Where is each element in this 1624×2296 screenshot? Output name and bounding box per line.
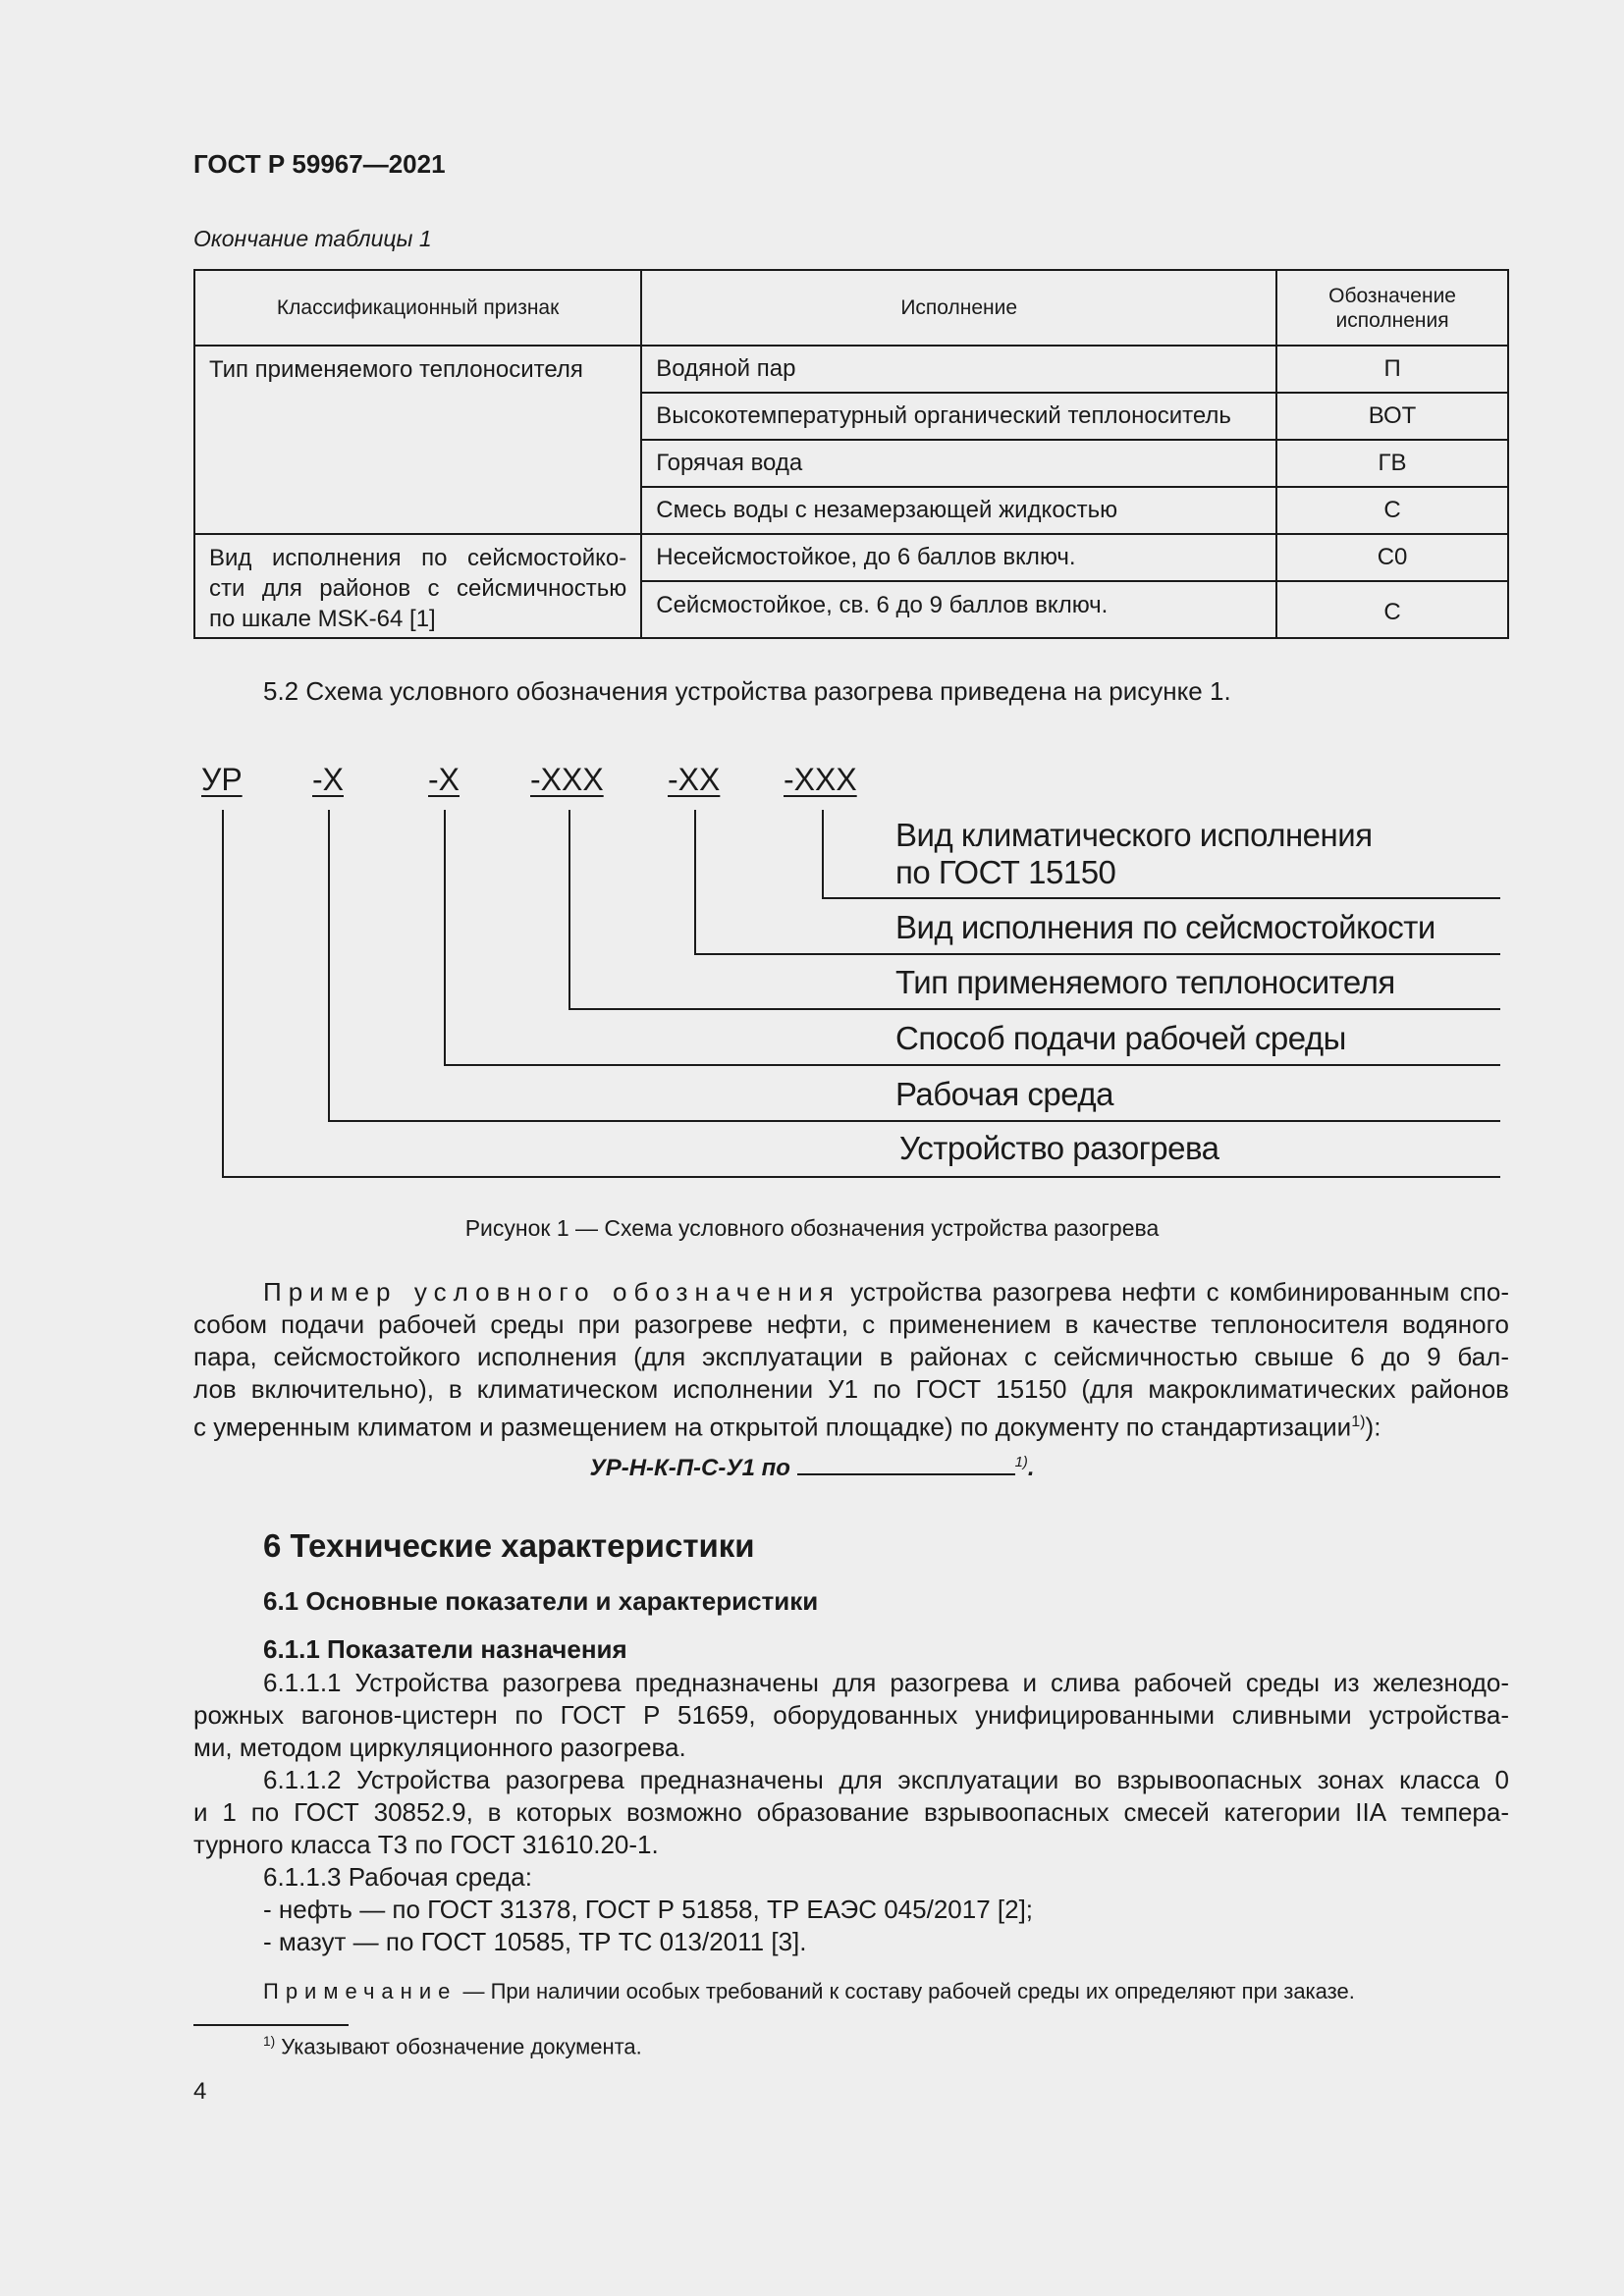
document-header: ГОСТ Р 59967—2021 — [193, 149, 446, 179]
paragraph-line: 6.1.1.1 Устройства разогрева предназначены для разогрева и слива рабочей среды из железнодо- — [263, 1668, 1509, 1697]
designation-blank — [797, 1452, 1015, 1475]
table-row — [194, 346, 1508, 393]
col-header-feature: Классификационный признак — [194, 270, 641, 346]
footnote-separator — [193, 2024, 349, 2026]
code-feed: -Х — [428, 762, 460, 797]
footnote-ref: 1) — [1351, 1413, 1366, 1430]
table-caption: Окончание таблицы 1 — [193, 226, 432, 251]
feature-cell-heat-carrier: Тип применяемого теплоносителя — [194, 346, 641, 534]
footnote-mark: 1) — [263, 2034, 276, 2049]
label-feed-method: Способ подачи рабочей среды — [895, 1020, 1346, 1056]
leader-climate — [822, 810, 824, 897]
paragraph-line: ми, методом циркуляционного разогрева. — [193, 1733, 686, 1762]
rule-climate — [822, 897, 1500, 899]
code-medium: -Х — [312, 762, 344, 797]
example-line: лов включительно), в климатическом исполнении У1 по ГОСТ 15150 (для макроклиматических районов — [193, 1374, 1509, 1404]
page-number: 4 — [193, 2078, 207, 2105]
label-medium: Рабочая среда — [895, 1076, 1113, 1112]
paragraph-line: 6.1.1.3 Рабочая среда: — [263, 1862, 532, 1892]
code-seismic: -ХХ — [668, 762, 721, 797]
variant-cell: Водяной пар — [641, 346, 1276, 393]
note-lead: Примечание — [263, 1979, 458, 2003]
example-line: собом подачи рабочей среды при разогреве нефти, с применением в качестве теплоносителя водяного — [193, 1309, 1509, 1339]
variant-cell: Высокотемпературный органический теплоноситель — [641, 393, 1276, 440]
paragraph-line: и 1 по ГОСТ 30852.9, в которых возможно образование взрывоопасных смесей категории IIА темпера- — [193, 1797, 1509, 1827]
variant-cell: Горячая вода — [641, 440, 1276, 487]
leader-medium — [328, 810, 330, 1120]
rule-seismic — [694, 953, 1500, 955]
list-item: - мазут — по ГОСТ 10585, ТР ТС 013/2011 [3]. — [263, 1927, 807, 1956]
feature-line: сти для районов с сейсмичностью — [209, 575, 627, 602]
variant-cell: Несейсмостойкое, до 6 баллов включ. — [641, 534, 1276, 581]
leader-heat-carrier — [568, 810, 570, 1008]
label-climate-line1: Вид климатического исполнения — [895, 817, 1373, 853]
footnote: $^{1)}$ Указывают обозначение документа. — [263, 2034, 642, 2059]
code-cell: С — [1276, 581, 1508, 638]
label-climate-line2: по ГОСТ 15150 — [895, 854, 1116, 890]
section-6-1-title: 6.1 Основные показатели и характеристики — [263, 1586, 819, 1616]
code-heat-carrier: -ХХХ — [530, 762, 604, 797]
note: Примечание — При наличии особых требований к составу рабочей среды их определяют при заказе. — [263, 1979, 1355, 2003]
col-header-code: Обозначение исполнения — [1276, 270, 1508, 346]
example-line: с умеренным климатом и размещением на открытой площадке) по документу по стандартизации$^{1)}$): — [193, 1412, 1381, 1442]
code-ur: УР — [201, 762, 243, 797]
label-device: Устройство разогрева — [899, 1130, 1219, 1166]
classification-table — [193, 269, 1509, 639]
paragraph-line: турного класса Т3 по ГОСТ 31610.20-1. — [193, 1830, 659, 1859]
example-line: пара, сейсмостойкого исполнения (для эксплуатации в районах с сейсмичностью свыше 6 до 9 бал- — [193, 1342, 1509, 1371]
figure-caption: Рисунок 1 — Схема условного обозначения устройства разогрева — [464, 1215, 1160, 1241]
code-cell: ГВ — [1276, 440, 1508, 487]
code-climate: -ХХХ — [784, 762, 857, 797]
footnote-ref: 1) — [1014, 1455, 1028, 1470]
example-line: Пример условного обозначения устройства разогрева нефти с комбинированным спо- — [263, 1277, 1509, 1307]
code-cell: С0 — [1276, 534, 1508, 581]
code-cell: ВОТ — [1276, 393, 1508, 440]
section-6-title: 6 Технические характеристики — [263, 1527, 755, 1564]
table-header-row — [194, 270, 1508, 346]
section-6-1-1-title: 6.1.1 Показатели назначения — [263, 1634, 627, 1664]
feature-line: по шкале MSK-64 [1] — [209, 606, 436, 632]
feature-line: Вид исполнения по сейсмостойко- — [209, 545, 627, 571]
rule-heat-carrier — [568, 1008, 1500, 1010]
example-paragraph — [193, 1276, 1509, 1444]
paragraph-line: 6.1.1.2 Устройства разогрева предназначены для эксплуатации во взрывоопасных зонах класса 0 — [263, 1765, 1509, 1794]
label-climate — [895, 817, 1373, 891]
leader-seismic — [694, 810, 696, 953]
code-cell: П — [1276, 346, 1508, 393]
label-heat-carrier: Тип применяемого теплоносителя — [895, 964, 1395, 1000]
variant-cell: Смесь воды с незамерзающей жидкостью — [641, 487, 1276, 534]
section-6-1-1-body — [193, 1667, 1509, 1958]
rule-device — [222, 1176, 1500, 1178]
list-item: - нефть — по ГОСТ 31378, ГОСТ Р 51858, ТР ЕАЭС 045/2017 [2]; — [263, 1895, 1034, 1924]
paragraph-line: рожных вагонов-цистерн по ГОСТ Р 51659, оборудованных унифицированными сливными устройства- — [193, 1700, 1509, 1730]
leader-feed — [444, 810, 446, 1064]
section-5-2: 5.2 Схема условного обозначения устройства разогрева приведена на рисунке 1. — [263, 676, 1231, 706]
example-lead: Пример условного обозначения — [263, 1277, 840, 1307]
code-cell: С — [1276, 487, 1508, 534]
variant-cell: Сейсмостойкое, св. 6 до 9 баллов включ. — [641, 581, 1276, 638]
rule-medium — [328, 1120, 1500, 1122]
label-seismic: Вид исполнения по сейсмостойкости — [895, 909, 1435, 945]
designation-example: УР-Н-К-П-С-У1 по $^{1)}$. — [0, 1452, 1624, 1482]
feature-cell-seismic — [194, 534, 641, 638]
leader-device — [222, 810, 224, 1176]
table-row — [194, 534, 1508, 581]
rule-feed — [444, 1064, 1500, 1066]
col-header-variant: Исполнение — [641, 270, 1276, 346]
